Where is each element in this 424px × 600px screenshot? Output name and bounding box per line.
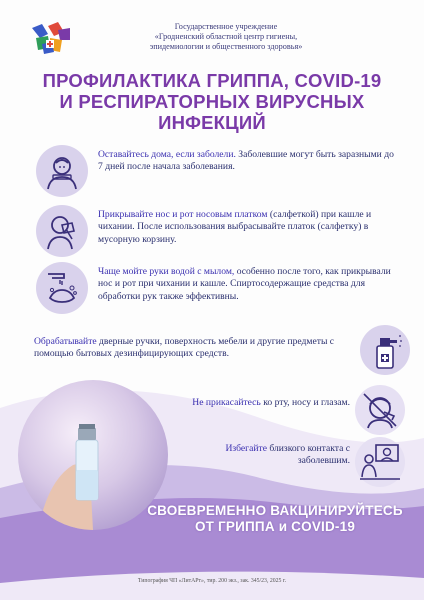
tip-highlight: Прикрывайте нос и рот носовым платком <box>98 209 268 220</box>
tip-highlight: Обрабатывайте <box>34 336 97 347</box>
tip-rest: особенно после того, как прикрывали нос и рот при чихании и кашле. Спиртосодержащие средства для обработки рук также эффективны. <box>98 266 391 302</box>
tip-rest: Заболевшие могут быть заразными до 7 дней после начала заболевания. <box>98 149 394 173</box>
vaccinate-line: СВОЕВРЕМЕННО ВАКЦИНИРУЙТЕСЬ <box>147 503 403 518</box>
tip-disinfect <box>34 336 354 361</box>
tip-text <box>98 209 398 246</box>
avoid-contact-icon <box>355 437 405 487</box>
title-line: И РЕСПИРАТОРНЫХ ВИРУСНЫХ <box>59 91 365 112</box>
tip-avoid-contact <box>180 443 350 468</box>
sneezing-person-icon <box>36 205 88 257</box>
vaccinate-banner <box>140 503 410 535</box>
tip-no-touch <box>150 397 350 408</box>
spray-bottle-icon <box>360 325 410 375</box>
tip-highlight: Оставайтесь дома, если заболели. <box>98 149 236 160</box>
tip-text <box>98 149 398 174</box>
sick-person-icon <box>36 145 88 197</box>
tip-rest: дверные ручки, поверхность мебели и другие предметы с помощью бытовых дезинфицирующих средств. <box>34 336 335 360</box>
institution-line: Государственное учреждение <box>174 22 278 31</box>
tip-wash-hands <box>36 262 396 318</box>
tip-rest: (салфеткой) при кашле и чихании. После использования выбрасывайте платок (салфетку) в мусорную корзину. <box>98 209 372 245</box>
no-touch-face-icon <box>355 385 405 435</box>
tip-highlight: Чаще мойте руки водой с мылом, <box>98 266 235 277</box>
title-line: ПРОФИЛАКТИКА ГРИППА, COVID-19 <box>42 70 382 91</box>
tip-highlight: Избегайте <box>225 443 267 454</box>
print-info-footer: Типография ЧП «ЛитАРт», тир. 200 экз., зак. 345/23, 2025 г. <box>137 578 287 584</box>
institution-name <box>126 22 326 52</box>
institution-line: эпидемиологии и общественного здоровья» <box>149 42 303 51</box>
tip-highlight: Не прикасайтесь <box>192 397 261 408</box>
tip-text <box>98 266 398 303</box>
logo-icon <box>28 22 74 62</box>
tip-cover-nose <box>36 205 396 261</box>
institution-line: «Гродненский областной центр гигиены, <box>154 32 298 41</box>
tip-rest: близкого контакта с заболевшим. <box>266 443 350 467</box>
vaccinate-line: ОТ ГРИППА и COVID-19 <box>194 519 356 534</box>
page-title <box>20 70 404 133</box>
title-line: ИНФЕКЦИЙ <box>158 112 266 133</box>
tip-rest: ко рту, носу и глазам. <box>260 397 350 408</box>
tip-stay-home <box>36 145 396 201</box>
hand-washing-icon <box>36 262 88 314</box>
